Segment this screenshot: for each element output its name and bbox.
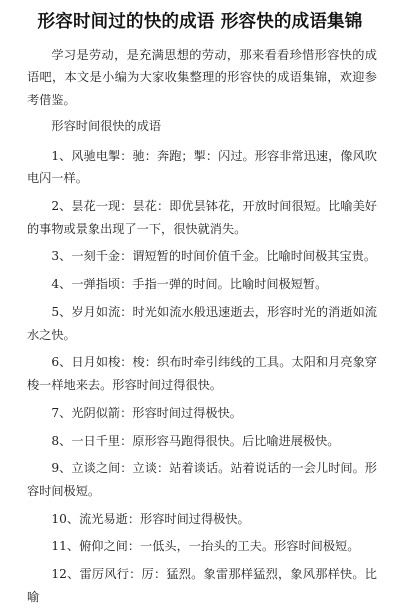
list-item: 6、日月如梭：梭：织布时牵引纬线的工具。太阳和月亮象穿梭一样地来去。形容时间过得很快。 [27, 355, 377, 392]
list-item: 4、一弹指顷：手指一弹的时间。比喻时间极短暂。 [51, 277, 328, 292]
list-item: 7、光阴似箭：形容时间过得极快。 [51, 405, 242, 420]
list-item: 1、风驰电掣：驰：奔跑；掣：闪过。形容非常迅速，像风吹电闪一样。 [27, 149, 377, 186]
page-title: 形容时间过的快的成语 形容快的成语集锦 [37, 12, 363, 32]
intro-paragraph: 学习是劳动，是充满思想的劳动，那来看看珍惜形容快的成语吧，本文是小编为大家收集整理的形容快的成语集锦，欢迎参考借鉴。 [27, 48, 377, 107]
list-item: 8、一日千里：原形容马跑得很快。后比喻进展极快。 [51, 433, 340, 448]
list-item: 9、立谈之间：立谈：站着谈话。站着说话的一会儿时间。形容时间极短。 [27, 461, 377, 498]
article-body [27, 44, 377, 614]
list-item: 11、俯仰之间：一低头，一抬头的工夫。形容时间极短。 [51, 539, 360, 554]
list-item: 10、流光易逝：形容时间过得极快。 [51, 511, 250, 526]
list-item: 5、岁月如流：时光如流水般迅速逝去，形容时光的消逝如流水之快。 [27, 305, 377, 342]
list-item: 2、昙花一现：昙花：即优昙钵花，开放时间很短。比喻美好的事物或景象出现了一下，很快就消失。 [27, 199, 377, 236]
list-item: 12、雷厉风行：厉：猛烈。象雷那样猛烈，象风那样快。比喻 [27, 567, 377, 604]
section-subheading: 形容时间很快的成语 [51, 118, 162, 133]
list-item: 3、一刻千金：谓短暂的时间价值千金。比喻时间极其宝贵。 [51, 249, 377, 264]
